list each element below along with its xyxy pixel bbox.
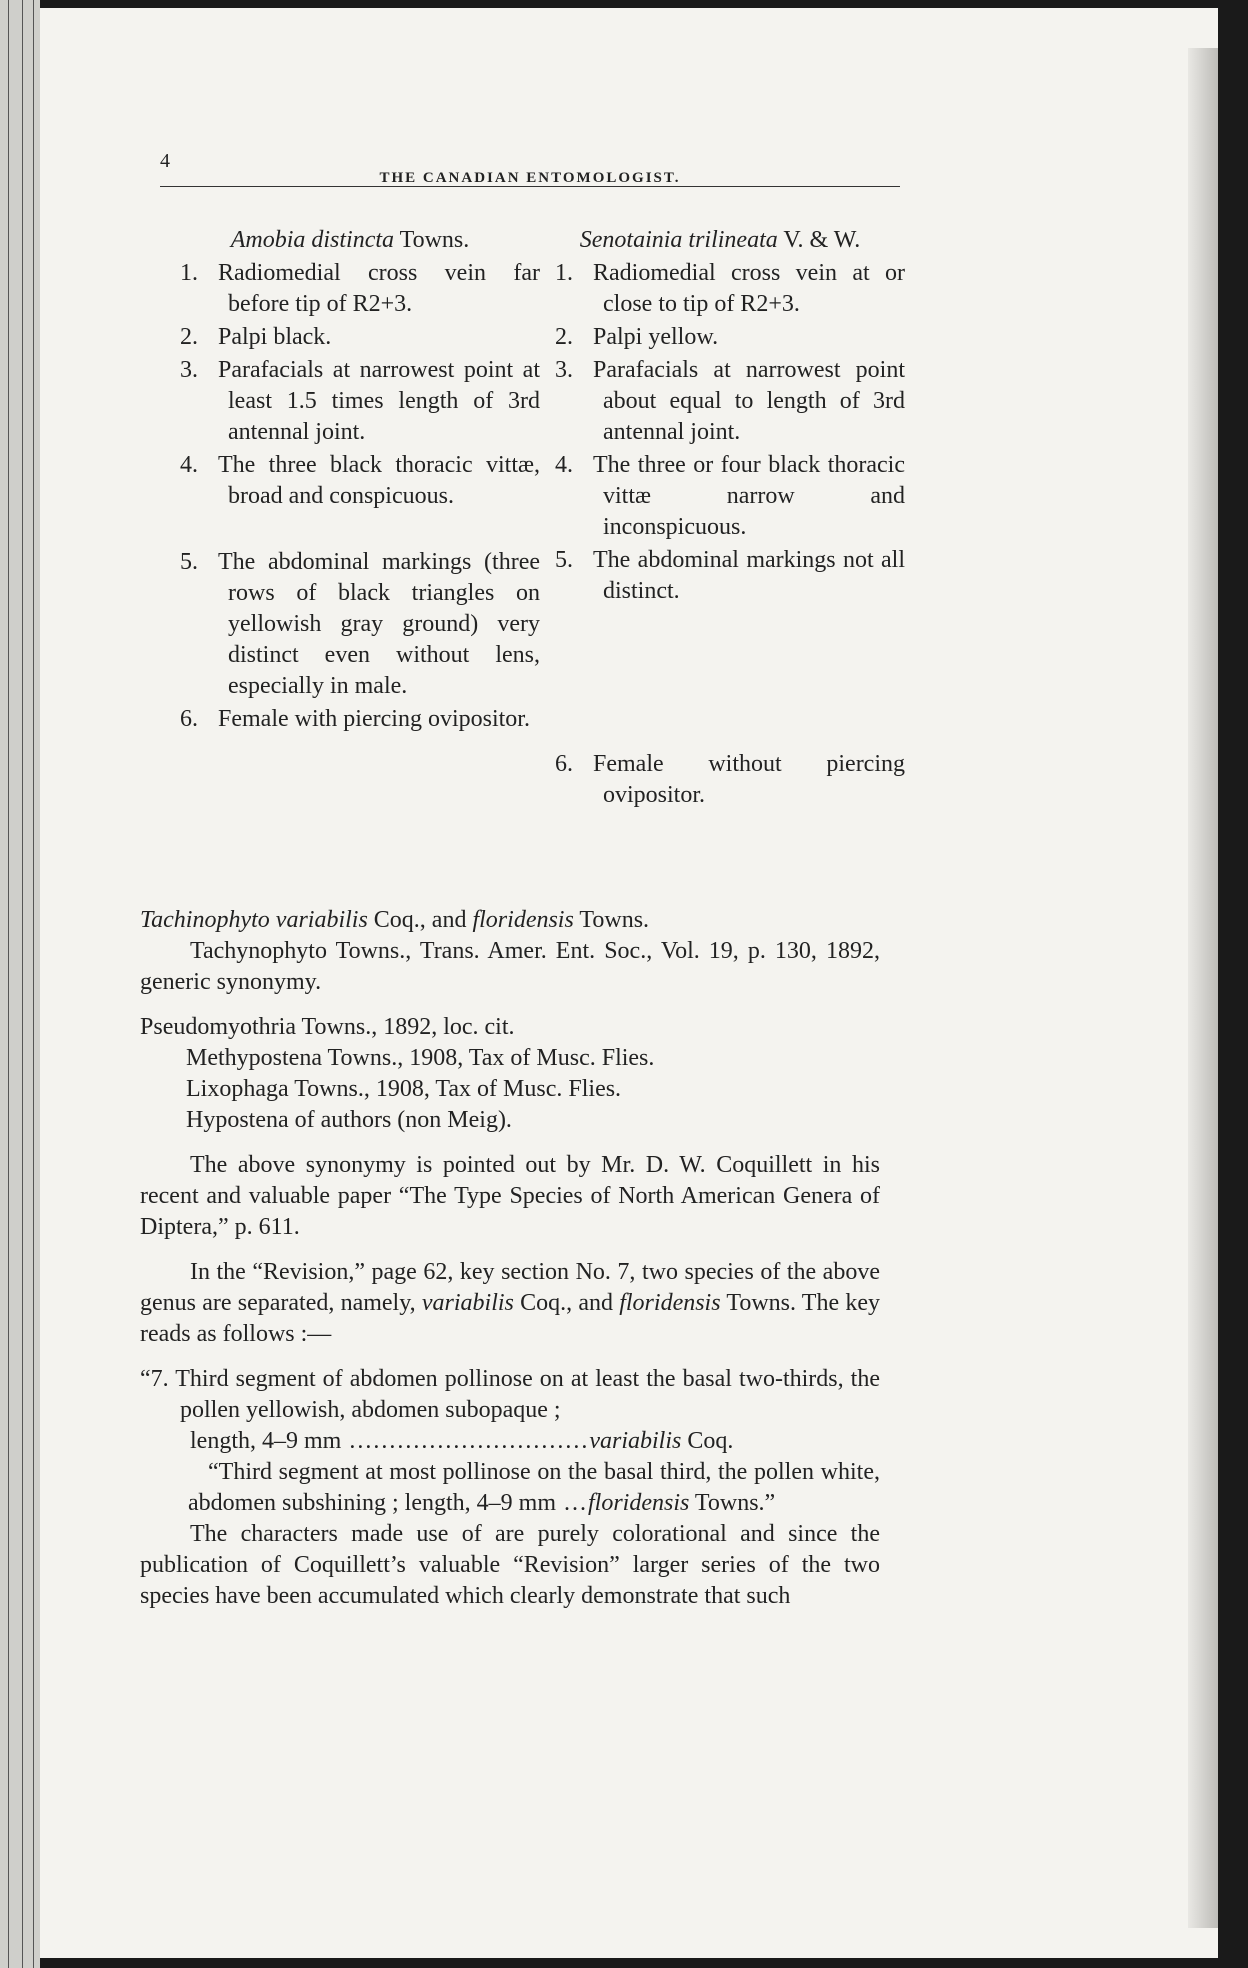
journal-title: THE CANADIAN ENTOMOLOGIST. (379, 170, 681, 186)
key-entry-1-length: length, 4–9 mm ..............................variabilis Coq. (190, 1428, 734, 1454)
right-item-4: 4. The three or four black thoracic vittæ narrow and inconspicuous. (555, 452, 905, 540)
synonymy-3: Methypostena Towns., 1908, Tax of Musc. Flies. (186, 1045, 655, 1071)
paragraph-3: The characters made use of are purely colorational and since the publication of Coquillett’s valuable “Revision” larger series of the two species have been accumulated which clearly demonstrate that such (140, 1521, 880, 1609)
right-column (535, 225, 905, 813)
left-item-6: 6. Female with piercing ovipositor. (180, 706, 530, 732)
left-column (160, 225, 540, 737)
synonymy-4: Lixophaga Towns., 1908, Tax of Musc. Flies. (186, 1076, 622, 1102)
running-head (160, 150, 900, 187)
paragraph-2: In the “Revision,” page 62, key section No. 7, two species of the above genus are separated, namely, variabilis Coq., and floridensis Towns. The key reads as follows :— (140, 1259, 880, 1347)
left-item-2: 2. Palpi black. (180, 324, 332, 350)
section-heading: Tachinophyto variabilis Coq., and floridensis Towns. (140, 907, 650, 933)
scan-left-margin (0, 0, 40, 1968)
page-edge (1188, 48, 1218, 1928)
right-item-5: 5. The abdominal markings not all distinct. (555, 547, 905, 604)
page-number: 4 (160, 150, 170, 172)
left-item-5: 5. The abdominal markings (three rows of black triangles on yellowish gray ground) very distinct even without lens, especially in male. (180, 549, 540, 699)
synonymy-1: Tachynophyto Towns., Trans. Amer. Ent. Soc., Vol. 19, p. 130, 1892, generic synonymy. (140, 938, 880, 995)
right-item-1: 1. Radiomedial cross vein at or close to tip of R2+3. (555, 260, 905, 317)
right-item-3: 3. Parafacials at narrowest point about equal to length of 3rd antennal joint. (555, 357, 905, 445)
main-text (140, 905, 880, 1612)
left-item-4: 4. The three black thoracic vittæ, broad and conspicuous. (180, 452, 540, 509)
right-item-6: 6. Female without piercing ovipositor. (555, 751, 905, 808)
right-item-2: 2. Palpi yellow. (555, 324, 719, 350)
synonymy-5: Hypostena of authors (non Meig). (186, 1107, 512, 1133)
left-item-3: 3. Parafacials at narrowest point at least 1.5 times length of 3rd antennal joint. (180, 357, 540, 445)
synonymy-2: Pseudomyothria Towns., 1892, loc. cit. (140, 1014, 515, 1040)
left-item-1: 1. Radiomedial cross vein far before tip of R2+3. (180, 260, 540, 317)
key-entry-1: “7. Third segment of abdomen pollinose on at least the basal two-thirds, the pollen yellowish, abdomen subopaque ; (140, 1366, 880, 1423)
left-species-heading: Amobia distincta Towns. (230, 227, 470, 253)
right-species-heading: Senotainia trilineata V. & W. (579, 227, 861, 253)
key-entry-2: “Third segment at most pollinose on the basal third, the pollen white, abdomen subshining ; length, 4–9 mm ...floridensis Towns.” (188, 1459, 880, 1516)
paragraph-1: The above synonymy is pointed out by Mr. D. W. Coquillett in his recent and valuable paper “The Type Species of North American Genera of Diptera,” p. 611. (140, 1152, 880, 1240)
